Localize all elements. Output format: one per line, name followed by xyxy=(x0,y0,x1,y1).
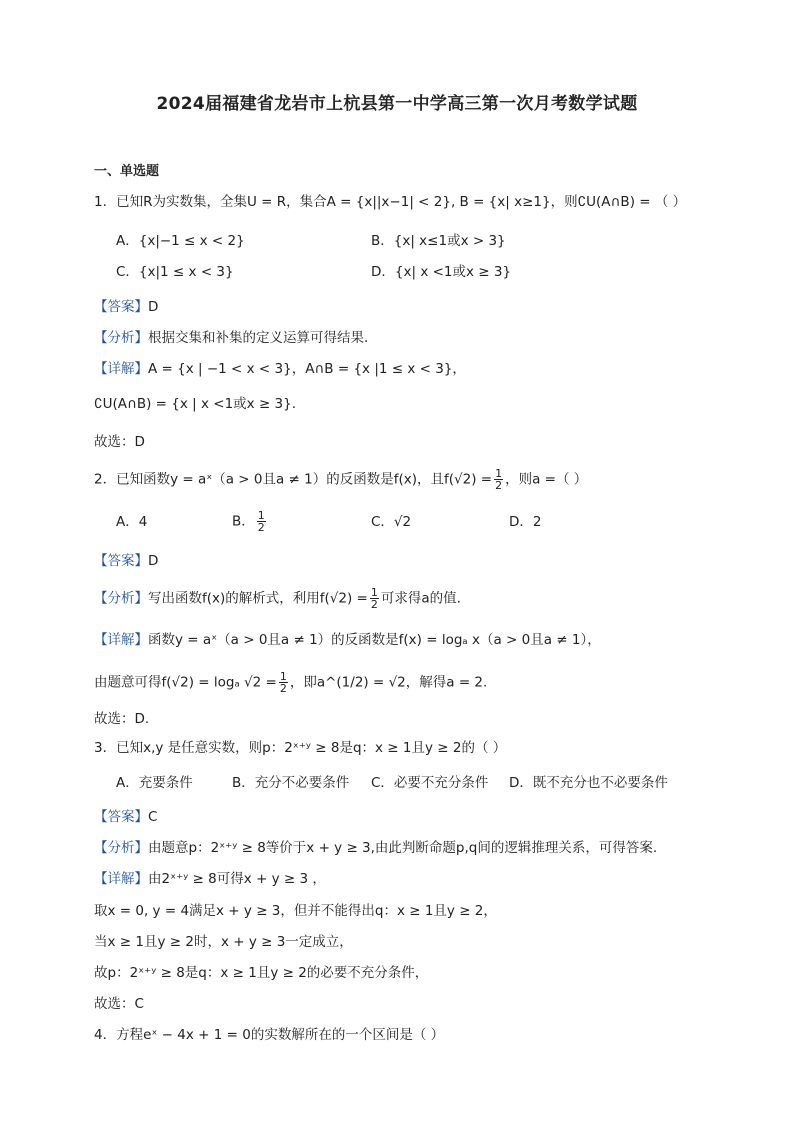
q1-analysis: 根据交集和补集的定义运算可得结果. xyxy=(148,330,369,346)
q3-answer: C xyxy=(148,809,158,825)
q3-detail-line xyxy=(94,870,326,888)
detail-tag: 【详解】 xyxy=(94,632,148,648)
q2-option-b-prefix: B． xyxy=(232,513,255,530)
q2-detail-1: 函数y = aˣ（a > 0且a ≠ 1）的反函数是f(x) = logₐ x（a > 0且a ≠ 1）， xyxy=(148,632,601,648)
q1-detail-1: A = {x | −1 < x < 3}，A∩B = {x |1 ≤ x < 3}， xyxy=(148,361,466,377)
q3-detail-2: 取x = 0, y = 4满足x + y ≥ 3，但并不能得出q：x ≥ 1且y ≥ 2， xyxy=(94,903,497,919)
analysis-tag: 【分析】 xyxy=(94,590,148,607)
q2-choice: 故选：D. xyxy=(94,711,150,727)
q1-stem: 1．已知R为实数集，全集U = R，集合A = {x||x−1| < 2}, B = {x| x≥1}，则∁U(A∩B) = （ ） xyxy=(94,194,687,210)
q2-detail-2-fraction-den: 2 xyxy=(279,682,287,695)
q2-analysis-line xyxy=(94,587,461,610)
q3-option-b: B．充分不必要条件 xyxy=(232,775,350,791)
q3-choice: 故选：C xyxy=(94,996,144,1012)
analysis-tag: 【分析】 xyxy=(94,840,148,856)
q3-detail-3: 当x ≥ 1且y ≥ 2时，x + y ≥ 3一定成立， xyxy=(94,934,353,950)
q2-analysis-fraction-num: 1 xyxy=(370,586,378,599)
q1-option-c: C．{x|1 ≤ x < 3} xyxy=(116,264,234,280)
q2-stem-fraction-num: 1 xyxy=(495,467,503,480)
q1-answer: D xyxy=(148,299,159,315)
answer-tag: 【答案】 xyxy=(94,553,148,569)
q2-option-d: D．2 xyxy=(509,514,542,530)
q3-detail-4: 故p：2ˣ⁺ʸ ≥ 8是q：x ≥ 1且y ≥ 2的必要不充分条件， xyxy=(94,965,429,981)
q3-option-d: D．既不充分也不必要条件 xyxy=(509,775,668,791)
q2-detail-2 xyxy=(94,671,487,694)
q1-option-b: B．{x| x≤1或x > 3} xyxy=(371,233,506,249)
q3-analysis: 由题意p：2ˣ⁺ʸ ≥ 8等价于x + y ≥ 3,由此判断命题p,q间的逻辑推理关系，可得答案. xyxy=(148,840,658,856)
q2-analysis-fraction xyxy=(370,587,379,610)
q1-choice: 故选：D xyxy=(94,434,145,450)
q3-option-a: A．充要条件 xyxy=(116,775,193,791)
q2-option-c: C．√2 xyxy=(371,514,412,530)
q2-detail-2-fraction xyxy=(279,671,288,694)
answer-tag: 【答案】 xyxy=(94,809,148,825)
q2-answer-line xyxy=(94,552,158,570)
q1-answer-line xyxy=(94,298,158,316)
q2-stem-part-a: 2．已知函数y = aˣ（a > 0且a ≠ 1）的反函数是f(x)，且f(√2) = xyxy=(94,471,493,488)
q2-analysis-fraction-den: 2 xyxy=(370,598,378,611)
analysis-tag: 【分析】 xyxy=(94,330,148,346)
q1-analysis-line xyxy=(94,329,368,347)
q2-option-a: A．4 xyxy=(116,514,148,530)
q2-stem-fraction xyxy=(494,468,503,491)
q1-detail-line xyxy=(94,360,466,378)
q2-option-b xyxy=(232,510,268,533)
q2-detail-2-part-b: ，即a^(1/2) = √2，解得a = 2. xyxy=(289,674,488,691)
detail-tag: 【详解】 xyxy=(94,871,148,887)
q2-stem-part-b: ，则a =（ ） xyxy=(505,471,588,488)
q3-answer-line xyxy=(94,808,157,826)
q2-analysis-part-a: 写出函数f(x)的解析式，利用f(√2) = xyxy=(148,590,368,607)
q1-detail-2: ∁U(A∩B) = {x | x <1或x ≥ 3}. xyxy=(94,396,297,412)
q2-answer: D xyxy=(148,553,159,569)
q2-analysis-part-b: 可求得a的值. xyxy=(380,590,461,607)
q3-detail-1: 由2ˣ⁺ʸ ≥ 8可得x + y ≥ 3 ， xyxy=(148,871,326,887)
q2-detail-line xyxy=(94,631,601,649)
q3-option-c: C．必要不充分条件 xyxy=(371,775,489,791)
detail-tag: 【详解】 xyxy=(94,361,148,377)
q2-stem xyxy=(94,468,587,491)
answer-tag: 【答案】 xyxy=(94,299,148,315)
q2-detail-2-part-a: 由题意可得f(√2) = logₐ √2 = xyxy=(94,674,277,691)
q2-detail-2-fraction-num: 1 xyxy=(279,670,287,683)
q3-stem: 3．已知x,y 是任意实数，则p：2ˣ⁺ʸ ≥ 8是q：x ≥ 1且y ≥ 2的（ ） xyxy=(94,740,507,756)
section-heading: 一、单选题 xyxy=(94,164,160,179)
q2-option-b-fraction xyxy=(257,510,266,533)
page-title: 2024届福建省龙岩市上杭县第一中学高三第一次月考数学试题 xyxy=(156,94,638,114)
q1-option-a: A．{x|−1 ≤ x < 2} xyxy=(116,233,245,249)
q4-stem: 4．方程eˣ − 4x + 1 = 0的实数解所在的一个区间是（ ） xyxy=(94,1027,445,1043)
q1-option-d: D．{x| x <1或x ≥ 3} xyxy=(371,264,512,280)
q2-option-b-den: 2 xyxy=(257,521,265,534)
q3-analysis-line xyxy=(94,839,657,857)
q2-option-b-num: 1 xyxy=(257,509,265,522)
q2-stem-fraction-den: 2 xyxy=(495,479,503,492)
